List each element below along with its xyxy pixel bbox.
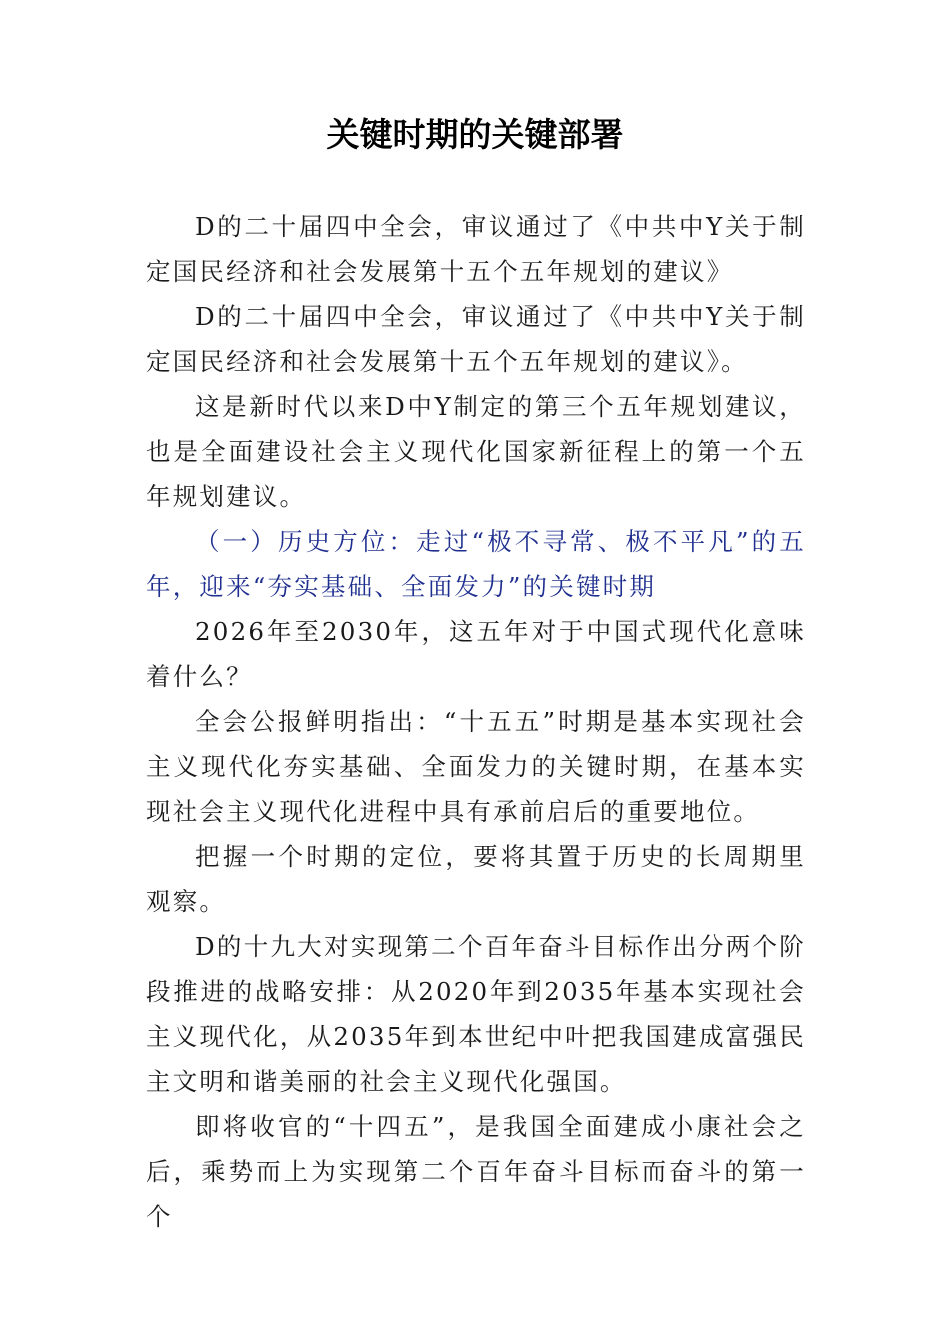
paragraph: 2026年至2030年，这五年对于中国式现代化意味着什么？ — [146, 617, 806, 691]
paragraph: D的十九大对实现第二个百年奋斗目标作出分两个阶段推进的战略安排：从2020年到2035年基本实现社会主义现代化，从2035年到本世纪中叶把我国建成富强民主文明和谐美丽的社会主义现代化强国。 — [146, 932, 806, 1096]
paragraph: 全会公报鲜明指出：“十五五”时期是基本实现社会主义现代化夯实基础、全面发力的关键时期，在基本实现社会主义现代化进程中具有承前启后的重要地位。 — [146, 707, 806, 826]
section-heading: （一）历史方位：走过“极不寻常、极不平凡”的五年，迎来“夯实基础、全面发力”的关键时期 — [146, 527, 806, 601]
paragraph: 把握一个时期的定位，要将其置于历史的长周期里观察。 — [146, 842, 806, 916]
paragraph: D的二十届四中全会，审议通过了《中共中Y关于制定国民经济和社会发展第十五个五年规划的建议》。 — [146, 302, 806, 376]
paragraph: 即将收官的“十四五”，是我国全面建成小康社会之后，乘势而上为实现第二个百年奋斗目标而奋斗的第一个 — [146, 1112, 806, 1231]
paragraph: D的二十届四中全会，审议通过了《中共中Y关于制定国民经济和社会发展第十五个五年规划的建议》 — [146, 212, 806, 286]
paragraph: 这是新时代以来D中Y制定的第三个五年规划建议，也是全面建设社会主义现代化国家新征程上的第一个五年规划建议。 — [146, 392, 806, 511]
document-title: 关键时期的关键部署 — [326, 115, 624, 154]
document-body — [146, 204, 806, 1239]
